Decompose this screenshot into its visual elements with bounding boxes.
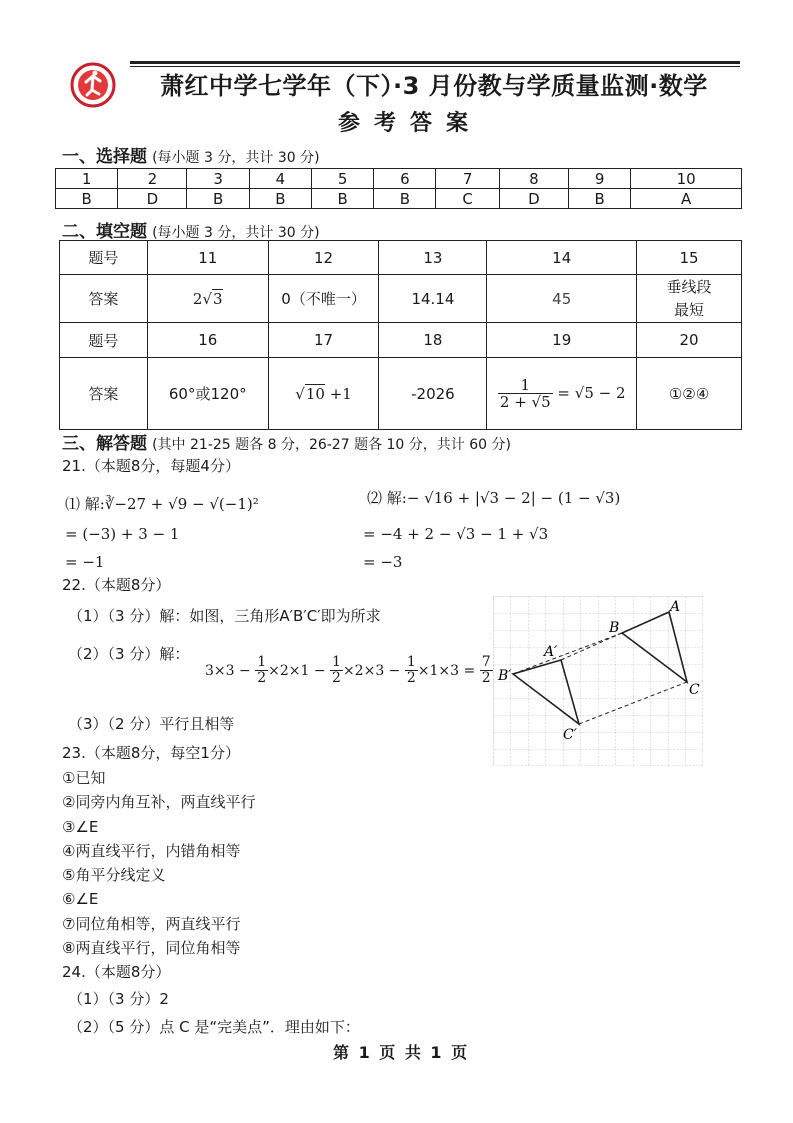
- q22-heading: 22.（本题8分）: [62, 576, 171, 594]
- page-title: 萧红中学七学年（下）·3 月份教与学质量监测·数学: [160, 72, 708, 100]
- page-footer: 第 1 页 共 1 页: [333, 1043, 470, 1062]
- choice-table: [55, 168, 742, 209]
- qnum-cell: 15: [637, 241, 742, 275]
- answer-cell: 45: [487, 275, 637, 323]
- qnum-cell: 14: [487, 241, 637, 275]
- q24-p2: （2）（5 分）点 C 是“完美点”．理由如下：: [68, 1018, 360, 1036]
- list-item: ⑤角平分线定义: [62, 866, 166, 885]
- school-logo: [70, 62, 116, 108]
- q21-p1-line1: ⑴ 解:∛−27 + √9 − √(−1)²: [65, 495, 259, 513]
- choice-number-cell: 6: [374, 169, 436, 189]
- q22-p1: （1）（3 分）解：如图，三角形A′B′C′即为所求: [68, 607, 381, 625]
- qnum-cell: 18: [379, 323, 487, 358]
- list-item: ②同旁内角互补，两直线平行: [62, 793, 256, 812]
- choice-number-cell: 2: [118, 169, 187, 189]
- choice-answer-cell: B: [249, 189, 311, 209]
- qnum-cell: 19: [487, 323, 637, 358]
- choice-number-cell: 9: [568, 169, 630, 189]
- answer-cell: ①②④: [637, 358, 742, 430]
- section3-heading: 三、解答题 (其中 21-25 题各 8 分，26-27 题各 10 分，共计 60 分): [62, 434, 511, 454]
- choice-number-cell: 3: [187, 169, 249, 189]
- answer-cell: 60°或120°: [147, 358, 268, 430]
- fill-table: [59, 240, 742, 430]
- q22-p3: （3）（2 分）平行且相等: [68, 715, 235, 733]
- choice-answer-cell: A: [631, 189, 742, 209]
- choice-number-cell: 7: [436, 169, 499, 189]
- qnum-cell: 20: [637, 323, 742, 358]
- qnum-cell: 13: [379, 241, 487, 275]
- choice-number-cell: 10: [631, 169, 742, 189]
- qnum-cell: 17: [268, 323, 379, 358]
- row-label: 题号: [60, 241, 148, 275]
- answer-cell: 垂线段最短: [637, 275, 742, 323]
- list-item: ④两直线平行，内错角相等: [62, 841, 241, 860]
- choice-number-cell: 4: [249, 169, 311, 189]
- point-label: B: [609, 620, 620, 636]
- row-label: 答案: [60, 275, 148, 323]
- qnum-cell: 16: [147, 323, 268, 358]
- list-item: ⑥∠E: [62, 890, 99, 909]
- answer-cell: √10 +1: [268, 358, 379, 430]
- q21-p1-line2: = (−3) + 3 − 1: [65, 525, 180, 543]
- q23-list: [62, 766, 255, 960]
- choice-answer-cell: B: [568, 189, 630, 209]
- qnum-cell: 11: [147, 241, 268, 275]
- choice-answer-cell: D: [499, 189, 568, 209]
- answer-cell: 0（不唯一）: [268, 275, 379, 323]
- choice-answer-cell: B: [374, 189, 436, 209]
- answer-cell: 2√3: [147, 275, 268, 323]
- point-label: B′: [498, 668, 512, 684]
- choice-number-cell: 5: [311, 169, 373, 189]
- q21-p2-line1: ⑵ 解:− √16 + |√3 − 2| − (1 − √3): [367, 489, 621, 507]
- q21-heading: 21.（本题8分，每题4分）: [62, 457, 240, 475]
- header-rule: [130, 61, 740, 64]
- answer-cell: 14.14: [379, 275, 487, 323]
- point-label: A′: [544, 644, 558, 660]
- q24-heading: 24.（本题8分）: [62, 963, 171, 981]
- qnum-cell: 12: [268, 241, 379, 275]
- q24-p1: （1）（3 分）2: [68, 990, 169, 1008]
- q21-p1-line3: = −1: [65, 553, 105, 571]
- q22-grid-figure: [493, 596, 703, 766]
- choice-answer-cell: B: [187, 189, 249, 209]
- answer-cell: -2026: [379, 358, 487, 430]
- q23-heading: 23.（本题8分，每空1分）: [62, 744, 240, 762]
- choice-answer-cell: B: [311, 189, 373, 209]
- answer-cell: $\frac{1}{2 + √5}$ = √5 − 2: [487, 358, 637, 430]
- choice-answer-cell: C: [436, 189, 499, 209]
- list-item: ⑦同位角相等，两直线平行: [62, 914, 241, 933]
- point-label: C: [689, 682, 700, 698]
- point-label: A: [670, 599, 681, 615]
- choice-number-cell: 1: [56, 169, 118, 189]
- row-label: 题号: [60, 323, 148, 358]
- section1-heading: 一、选择题 (每小题 3 分，共计 30 分): [62, 147, 320, 167]
- choice-answer-cell: B: [56, 189, 118, 209]
- q22-p2-label: （2）（3 分）解：: [68, 645, 190, 663]
- choice-number-cell: 8: [499, 169, 568, 189]
- list-item: ③∠E: [62, 817, 99, 836]
- q21-p2-line3: = −3: [363, 553, 403, 571]
- choice-answer-cell: D: [118, 189, 187, 209]
- section2-heading: 二、填空题 (每小题 3 分，共计 30 分): [62, 222, 320, 242]
- list-item: ⑧两直线平行，同位角相等: [62, 939, 241, 958]
- row-label: 答案: [60, 358, 148, 430]
- page-subtitle: 参考答案: [338, 111, 483, 136]
- q22-p2-expression: 3×3 − $\frac{1}{2}$ ×2×1 − $\frac{1}{2}$ ×2×3 − $\frac{1}{2}$ ×1×3 = $\frac{7}{2}$: [205, 654, 491, 687]
- q21-p2-line2: = −4 + 2 − √3 − 1 + √3: [363, 525, 549, 543]
- point-label: C′: [563, 727, 577, 743]
- list-item: ①已知: [62, 769, 106, 787]
